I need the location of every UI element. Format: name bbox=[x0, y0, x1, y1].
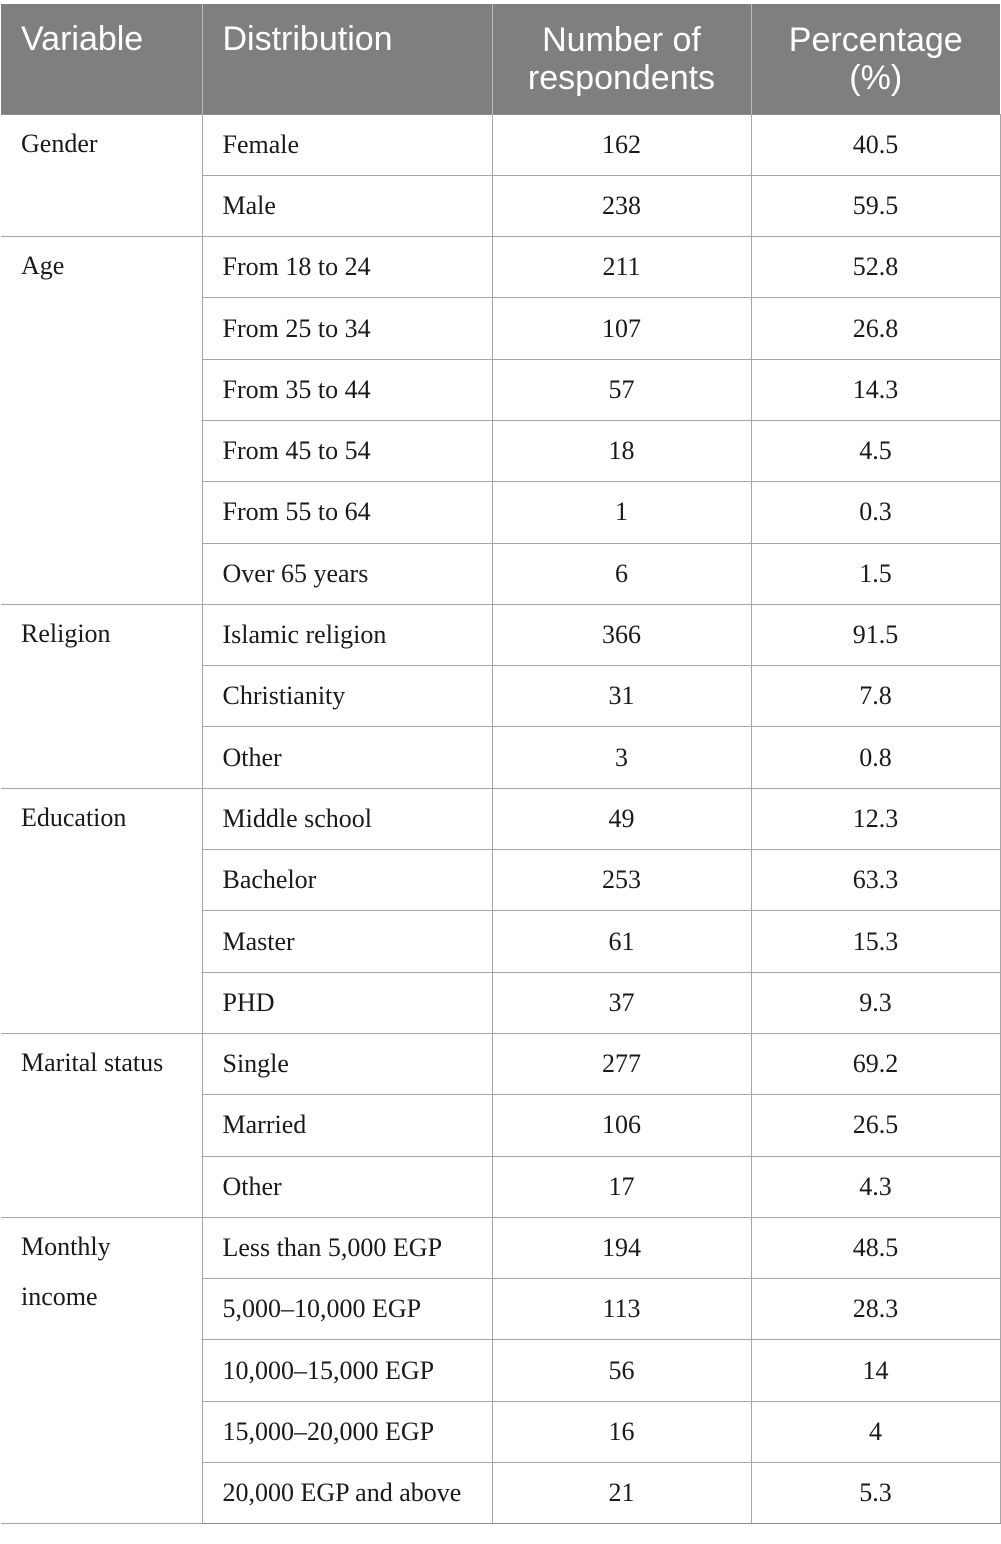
number-cell: 37 bbox=[492, 972, 751, 1033]
percentage-cell: 63.3 bbox=[751, 850, 1000, 911]
number-cell: 6 bbox=[492, 543, 751, 604]
number-cell: 56 bbox=[492, 1340, 751, 1401]
distribution-cell: PHD bbox=[202, 972, 492, 1033]
number-cell: 61 bbox=[492, 911, 751, 972]
distribution-cell: Islamic religion bbox=[202, 604, 492, 665]
percentage-cell: 7.8 bbox=[751, 666, 1000, 727]
table-row bbox=[1, 237, 1000, 298]
number-cell: 21 bbox=[492, 1463, 751, 1524]
distribution-cell: Bachelor bbox=[202, 850, 492, 911]
variable-cell-gender bbox=[1, 114, 202, 237]
number-cell: 253 bbox=[492, 850, 751, 911]
number-cell: 49 bbox=[492, 788, 751, 849]
percentage-cell: 91.5 bbox=[751, 604, 1000, 665]
percentage-cell: 5.3 bbox=[751, 1463, 1000, 1524]
variable-cell-age bbox=[1, 237, 202, 605]
number-cell: 194 bbox=[492, 1217, 751, 1278]
table-row bbox=[1, 114, 1000, 175]
percentage-cell: 69.2 bbox=[751, 1033, 1000, 1094]
percentage-cell: 4.3 bbox=[751, 1156, 1000, 1217]
percentage-cell: 26.8 bbox=[751, 298, 1000, 359]
table-row bbox=[1, 604, 1000, 665]
respondent-demographics-table bbox=[1, 4, 1001, 1524]
percentage-cell: 14 bbox=[751, 1340, 1000, 1401]
distribution-cell: Over 65 years bbox=[202, 543, 492, 604]
percentage-cell: 48.5 bbox=[751, 1217, 1000, 1278]
percentage-cell: 15.3 bbox=[751, 911, 1000, 972]
percentage-cell: 9.3 bbox=[751, 972, 1000, 1033]
header-distribution bbox=[202, 4, 492, 114]
header-percentage-line1: Percentage bbox=[788, 20, 963, 59]
number-cell: 1 bbox=[492, 482, 751, 543]
number-cell: 162 bbox=[492, 114, 751, 175]
number-cell: 106 bbox=[492, 1095, 751, 1156]
header-number bbox=[492, 4, 751, 114]
header-number-line1: Number of bbox=[542, 20, 701, 59]
header-variable bbox=[1, 4, 202, 114]
distribution-cell: Master bbox=[202, 911, 492, 972]
distribution-cell: Single bbox=[202, 1033, 492, 1094]
distribution-cell: Other bbox=[202, 727, 492, 788]
table-row bbox=[1, 788, 1000, 849]
number-cell: 3 bbox=[492, 727, 751, 788]
distribution-cell: Other bbox=[202, 1156, 492, 1217]
distribution-cell: 5,000–10,000 EGP bbox=[202, 1279, 492, 1340]
percentage-cell: 14.3 bbox=[751, 359, 1000, 420]
number-cell: 277 bbox=[492, 1033, 751, 1094]
distribution-cell: From 25 to 34 bbox=[202, 298, 492, 359]
header-percentage bbox=[751, 4, 1000, 114]
header-number-line2: respondents bbox=[527, 58, 716, 97]
number-cell: 107 bbox=[492, 298, 751, 359]
distribution-cell: Christianity bbox=[202, 666, 492, 727]
table-row bbox=[1, 1033, 1000, 1094]
variable-label: Age bbox=[21, 251, 65, 281]
percentage-cell: 0.3 bbox=[751, 482, 1000, 543]
variable-cell-marital-status bbox=[1, 1033, 202, 1217]
distribution-cell: 20,000 EGP and above bbox=[202, 1463, 492, 1524]
number-cell: 18 bbox=[492, 420, 751, 481]
percentage-cell: 40.5 bbox=[751, 114, 1000, 175]
percentage-cell: 28.3 bbox=[751, 1279, 1000, 1340]
number-cell: 211 bbox=[492, 237, 751, 298]
percentage-cell: 12.3 bbox=[751, 788, 1000, 849]
distribution-cell: Married bbox=[202, 1095, 492, 1156]
header-row bbox=[1, 4, 1000, 114]
variable-label-line2: income bbox=[21, 1281, 98, 1311]
distribution-cell: Female bbox=[202, 114, 492, 175]
distribution-cell: Male bbox=[202, 175, 492, 236]
variable-label-line1: Monthly bbox=[21, 1231, 111, 1261]
distribution-cell: From 55 to 64 bbox=[202, 482, 492, 543]
number-cell: 238 bbox=[492, 175, 751, 236]
number-cell: 113 bbox=[492, 1279, 751, 1340]
variable-cell-monthly-income bbox=[1, 1217, 202, 1523]
number-cell: 31 bbox=[492, 666, 751, 727]
table-row bbox=[1, 1217, 1000, 1278]
variable-label: Religion bbox=[21, 618, 111, 648]
variable-label: Gender bbox=[21, 128, 98, 158]
distribution-cell: Middle school bbox=[202, 788, 492, 849]
header-percentage-line2: (%) bbox=[849, 58, 903, 97]
variable-cell-education bbox=[1, 788, 202, 1033]
percentage-cell: 0.8 bbox=[751, 727, 1000, 788]
percentage-cell: 26.5 bbox=[751, 1095, 1000, 1156]
distribution-cell: From 18 to 24 bbox=[202, 237, 492, 298]
header-distribution-label: Distribution bbox=[222, 20, 393, 58]
number-cell: 57 bbox=[492, 359, 751, 420]
header-variable-label: Variable bbox=[21, 20, 144, 58]
number-cell: 366 bbox=[492, 604, 751, 665]
distribution-cell: From 45 to 54 bbox=[202, 420, 492, 481]
distribution-cell: 10,000–15,000 EGP bbox=[202, 1340, 492, 1401]
variable-label: Education bbox=[21, 802, 127, 832]
percentage-cell: 52.8 bbox=[751, 237, 1000, 298]
distribution-cell: From 35 to 44 bbox=[202, 359, 492, 420]
variable-label: Marital status bbox=[21, 1047, 164, 1077]
number-cell: 16 bbox=[492, 1401, 751, 1462]
distribution-cell: Less than 5,000 EGP bbox=[202, 1217, 492, 1278]
variable-cell-religion bbox=[1, 604, 202, 788]
percentage-cell: 4.5 bbox=[751, 420, 1000, 481]
percentage-cell: 59.5 bbox=[751, 175, 1000, 236]
percentage-cell: 4 bbox=[751, 1401, 1000, 1462]
number-cell: 17 bbox=[492, 1156, 751, 1217]
distribution-cell: 15,000–20,000 EGP bbox=[202, 1401, 492, 1462]
percentage-cell: 1.5 bbox=[751, 543, 1000, 604]
